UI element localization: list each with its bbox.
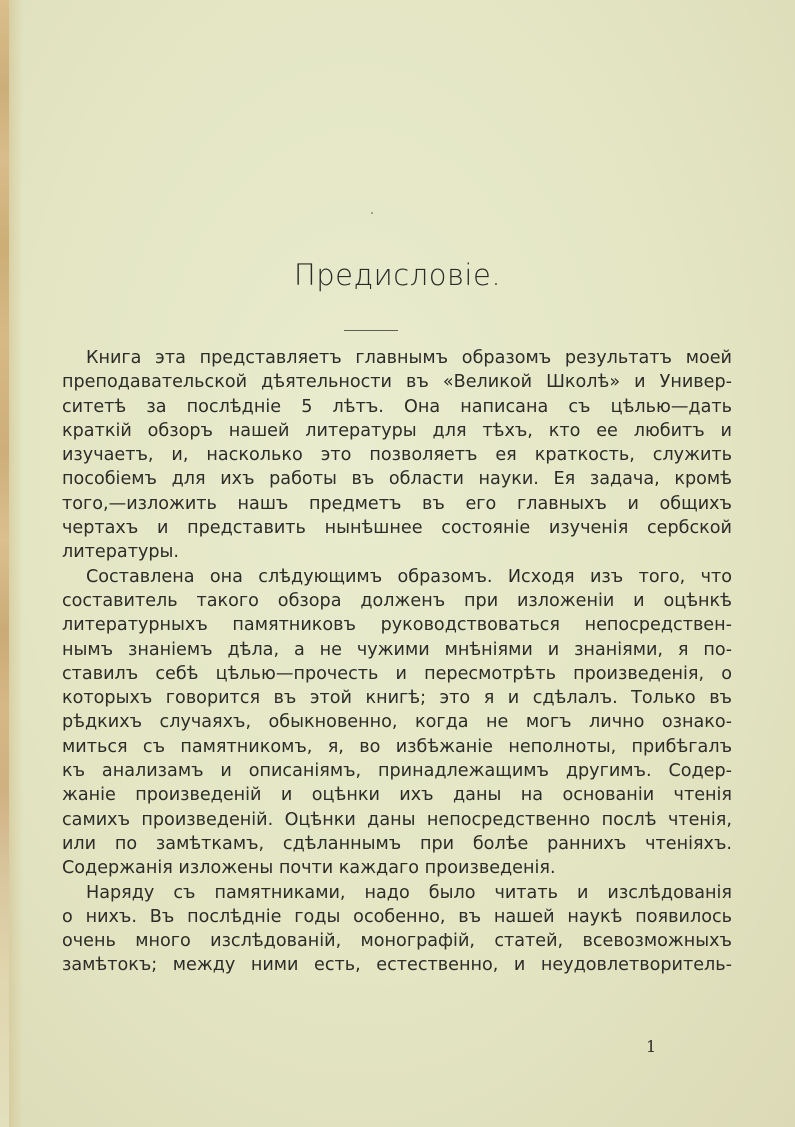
page-number: 1 xyxy=(646,1037,657,1056)
text-line: очень много изслѣдованiй, монографiй, статей, всевозможныхъ xyxy=(62,931,732,952)
text-line: о нихъ. Въ послѣднiе годы особенно, въ нашей наукѣ появилось xyxy=(62,906,732,927)
text-line: Наряду съ памятниками, надо было читать и изслѣдованiя xyxy=(86,882,732,903)
text-line: литературы. xyxy=(62,542,180,563)
text-line: того,—изложить нашъ предметъ въ его главныхъ и общихъ xyxy=(62,493,732,514)
preface-body xyxy=(62,346,732,978)
text-line: Книга эта представляетъ главнымъ образомъ результатъ моей xyxy=(86,348,732,368)
text-line: литературныхъ памятниковъ руководствоваться непосредствен- xyxy=(62,615,732,636)
text-line: нымъ знанiемъ дѣла, а не чужими мнѣнiями и знанiями, я по- xyxy=(62,639,732,660)
text-line: ставилъ себѣ цѣлью—прочесть и пересмотрѣть произведенiя, о xyxy=(62,663,732,684)
text-line: краткiй обзоръ нашей литературы для тѣхъ, кто ее любитъ и xyxy=(62,420,732,441)
text-line: самихъ произведенiй. Оцѣнки даны непосредственно послѣ чтенiя, xyxy=(62,809,732,830)
paper-speck xyxy=(371,212,373,214)
binding-shadow xyxy=(9,0,23,1127)
binding-edge xyxy=(0,0,9,1127)
text-line: составитель такого обзора долженъ при изложенiи и оцѣнкѣ xyxy=(62,590,732,611)
text-line: замѣтокъ; между ними есть, естественно, и неудовлетворитель- xyxy=(62,955,732,976)
text-line: ситетѣ за послѣднiе 5 лѣтъ. Она написана съ цѣлью—дать xyxy=(62,396,732,417)
text-line: миться съ памятникомъ, я, во избѣжанiе неполноты, прибѣгалъ xyxy=(62,736,732,757)
text-line: изучаетъ, и, насколько это позволяетъ ея краткость, служить xyxy=(62,445,732,466)
chapter-title: Предисловiе. xyxy=(293,258,502,292)
text-line: или по замѣткамъ, сдѣланнымъ при болѣе раннихъ чтенiяхъ. xyxy=(62,833,732,854)
text-line: которыхъ говорится въ этой книгѣ; это я и сдѣлалъ. Только въ xyxy=(62,688,732,709)
text-line: жанiе произведенiй и оцѣнки ихъ даны на основанiи чтенiя xyxy=(62,785,732,806)
title-divider xyxy=(344,330,398,331)
text-line: къ анализамъ и описанiямъ, принадлежащимъ другимъ. Содер- xyxy=(62,761,732,782)
text-line: чертахъ и представить нынѣшнее состоянiе изученiя сербской xyxy=(62,518,732,539)
text-line: пособiемъ для ихъ работы въ области науки. Ея задача, кромѣ xyxy=(62,469,732,490)
text-line: Содержанiя изложены почти каждаго произведенiя. xyxy=(62,858,556,879)
text-line: рѣдкихъ случаяхъ, обыкновенно, когда не могъ лично ознако- xyxy=(62,712,732,733)
text-line: преподавательской дѣятельности въ «Великой Школѣ» и Универ- xyxy=(62,372,732,393)
text-line: Составлена она слѣдующимъ образомъ. Исходя изъ того, что xyxy=(86,566,732,587)
